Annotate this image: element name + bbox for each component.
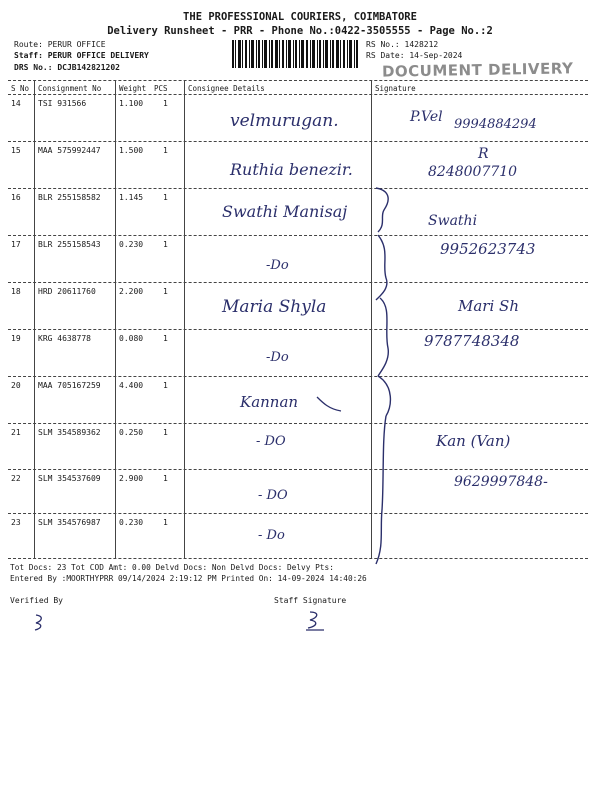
consignee-handwriting: -Do — [266, 350, 289, 365]
row-weight: 0.230 — [119, 240, 144, 249]
row-pcs: 1 — [163, 287, 168, 296]
table-row — [8, 189, 588, 235]
consignee-handwriting: - Do — [258, 528, 285, 543]
row-sno: 14 — [11, 99, 21, 108]
row-consignment-no: TSI 931566 — [38, 99, 87, 108]
row-consignment-no: BLR 255158543 — [38, 240, 101, 249]
totals-line: Tot Docs: 23 Tot COD Amt: 0.00 Delvd Docs: Non Delvd Docs: Delvy Pts: — [10, 563, 334, 572]
table-row — [8, 514, 588, 560]
company-title: THE PROFESSIONAL COURIERS, COIMBATORE — [183, 11, 417, 23]
signature-brace-marks — [370, 180, 410, 570]
phone-handwriting: 9952623743 — [440, 240, 536, 258]
row-weight: 1.100 — [119, 99, 144, 108]
phone-handwriting: 9629997848- — [454, 474, 548, 490]
signature-handwriting: Swathi — [428, 213, 478, 229]
table-row — [8, 330, 588, 376]
row-consignment-no: MAA 575992447 — [38, 146, 101, 155]
drs-number: DRS No.: DCJB142821202 — [14, 63, 120, 72]
col-signature: Signature — [375, 84, 416, 93]
row-pcs: 1 — [163, 381, 168, 390]
document-delivery-stamp: DOCUMENT DELIVERY — [381, 59, 574, 81]
row-pcs: 1 — [163, 193, 168, 202]
row-pcs: 1 — [163, 334, 168, 343]
row-weight: 2.200 — [119, 287, 144, 296]
rs-date: RS Date: 14-Sep-2024 — [366, 51, 463, 60]
row-consignment-no: BLR 255158582 — [38, 193, 101, 202]
row-pcs: 1 — [163, 518, 168, 527]
barcode — [232, 40, 358, 68]
consignee-handwriting: velmurugan. — [230, 111, 339, 131]
row-pcs: 1 — [163, 99, 168, 108]
consignee-handwriting: Kannan — [240, 393, 299, 411]
row-weight: 0.230 — [119, 518, 144, 527]
row-consignment-no: SLM 354589362 — [38, 428, 101, 437]
row-consignment-no: MAA 705167259 — [38, 381, 101, 390]
staff-signature-mark — [302, 608, 328, 632]
row-consignment-no: SLM 354576987 — [38, 518, 101, 527]
row-pcs: 1 — [163, 146, 168, 155]
row-sno: 21 — [11, 428, 21, 437]
row-consignment-no: SLM 354537609 — [38, 474, 101, 483]
table-row — [8, 283, 588, 329]
staff-label: Staff: PERUR OFFICE DELIVERY — [14, 51, 149, 60]
row-consignment-no: HRD 20611760 — [38, 287, 96, 296]
entered-printed-line: Entered By :MOORTHYPRR 09/14/2024 2:19:12 PM Printed On: 14-09-2024 14:40:26 — [10, 574, 367, 583]
col-consignment-no: Consignment No — [38, 84, 102, 93]
header-top-rule — [8, 80, 588, 81]
consignee-handwriting: -Do — [266, 258, 289, 273]
table-row — [8, 424, 588, 470]
row-sno: 16 — [11, 193, 21, 202]
staff-signature-label: Staff Signature — [274, 596, 347, 605]
row-weight: 0.080 — [119, 334, 144, 343]
phone-handwriting: 8248007710 — [428, 164, 518, 180]
row-consignment-no: KRG 4638778 — [38, 334, 91, 343]
row-sno: 19 — [11, 334, 21, 343]
consignee-handwriting: Maria Shyla — [222, 297, 327, 317]
row-pcs: 1 — [163, 240, 168, 249]
row-sno: 22 — [11, 474, 21, 483]
table-row — [8, 95, 588, 141]
verified-by-signature — [30, 612, 48, 634]
consignee-handwriting: - DO — [258, 488, 288, 503]
table-row — [8, 470, 588, 516]
phone-handwriting: 9994884294 — [454, 117, 537, 132]
row-pcs: 1 — [163, 474, 168, 483]
col-weight: Weight — [119, 84, 147, 93]
row-weight: 0.250 — [119, 428, 144, 437]
pen-stroke-mark — [315, 395, 345, 413]
row-pcs: 1 — [163, 428, 168, 437]
row-weight: 1.500 — [119, 146, 144, 155]
consignee-handwriting: Ruthia benezir. — [230, 160, 353, 179]
table-bottom-rule — [8, 558, 588, 559]
row-weight: 4.400 — [119, 381, 144, 390]
signature-handwriting: R — [478, 146, 489, 162]
row-sno: 23 — [11, 518, 21, 527]
row-sno: 17 — [11, 240, 21, 249]
signature-handwriting: P.Vel — [410, 109, 443, 125]
route-label: Route: PERUR OFFICE — [14, 40, 106, 49]
row-sno: 20 — [11, 381, 21, 390]
row-weight: 2.900 — [119, 474, 144, 483]
phone-handwriting: 9787748348 — [424, 332, 520, 350]
table-row — [8, 377, 588, 423]
verified-by-label: Verified By — [10, 596, 63, 605]
consignee-handwriting: Swathi Manisaj — [222, 202, 348, 221]
table-row — [8, 236, 588, 282]
table-row — [8, 142, 588, 188]
consignee-handwriting: - DO — [256, 434, 286, 449]
runsheet-subtitle: Delivery Runsheet - PRR - Phone No.:0422-3505555 - Page No.:2 — [107, 25, 493, 37]
row-weight: 1.145 — [119, 193, 144, 202]
row-sno: 18 — [11, 287, 21, 296]
col-sno: S No — [11, 84, 30, 93]
signature-handwriting: Mari Sh — [458, 297, 519, 315]
rs-number: RS No.: 1428212 — [366, 40, 439, 49]
signature-handwriting: Kan (Van) — [436, 432, 511, 450]
col-pcs: PCS — [154, 84, 168, 93]
col-consignee-details: Consignee Details — [188, 84, 265, 93]
row-sno: 15 — [11, 146, 21, 155]
